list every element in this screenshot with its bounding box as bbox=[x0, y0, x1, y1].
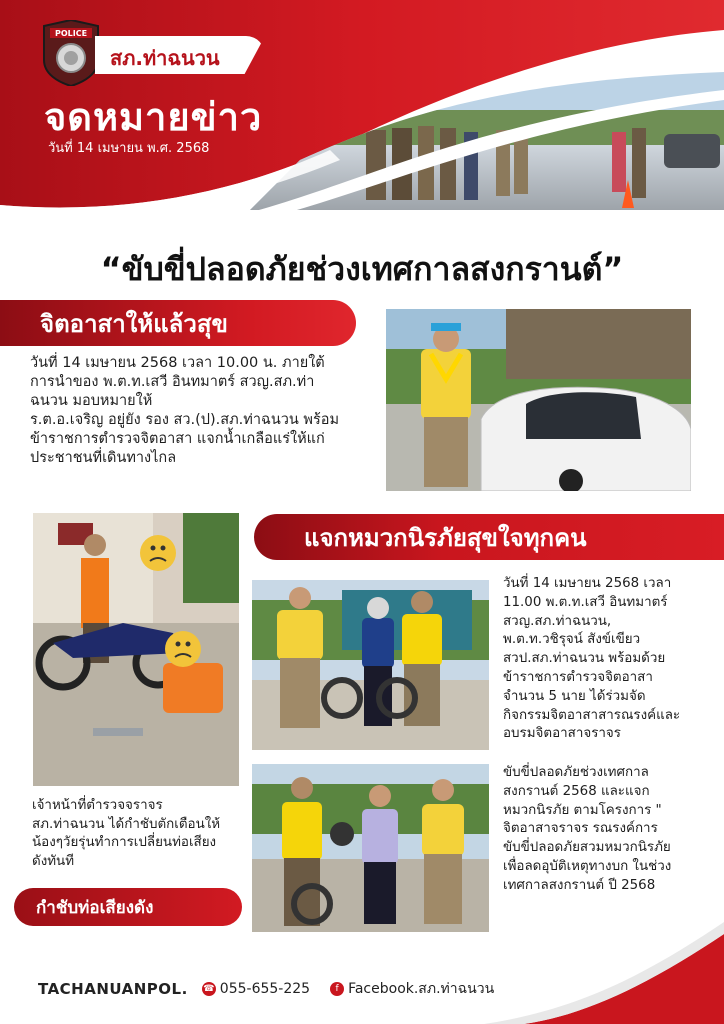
section3-caption: เจ้าหน้าที่ตำรวจจราจร สภ.ท่าฉนวน ได้กำชับตักเตือนให้ น้องๆวัยรุ่นทำการเปลี่ยนท่อเสียง ดังทันที bbox=[32, 798, 221, 869]
facebook-icon: f bbox=[330, 982, 344, 996]
section1-heading-text: จิตอาสาให้แล้วสุข bbox=[40, 309, 228, 338]
header-banner bbox=[0, 0, 724, 230]
station-name: สภ.ท่าฉนวน bbox=[110, 46, 220, 70]
footer bbox=[38, 978, 504, 1000]
badge-text: POLICE bbox=[54, 29, 88, 38]
footer-facebook-page: Facebook.สภ.ท่าฉนวน bbox=[348, 981, 495, 997]
section2-body-continued: ขับขี่ปลอดภัยช่วงเทศกาล สงกรานต์ 2568 และแจก หมวกนิรภัย ตามโครงการ " จิตอาสาจราจร รณรงค์การ ขับขี่ปลอดภัยสวมหมวกนิรภัย เพื่อลดอุบัติเหตุทางบก ในช่วง เทศกาลสงกรานต์ ปี 2568 bbox=[503, 765, 672, 893]
photo-officer-handing-drink bbox=[386, 309, 691, 491]
bulletin-date: วันที่ 14 เมษายน พ.ศ. 2568 bbox=[48, 141, 210, 156]
section2-body: วันที่ 14 เมษายน 2568 เวลา 11.00 พ.ต.ท.เสวี อินทมาตร์ สวญ.สภ.ท่าฉนวน, พ.ต.ท.วชิรุจน์ สังข์เขียว สวป.สภ.ท่าฉนวน พร้อมด้วย ข้าราชการตำรวจจิตอาสา จำนวน 5 นาย ได้ร่วมจัด กิจกรรมจิตอาสาสารณรงค์และ อบรมจิตอาสาจราจร bbox=[503, 576, 681, 742]
section3-heading-text: กำชับท่อเสียงดัง bbox=[36, 897, 154, 918]
section2-heading-text: แจกหมวกนิรภัยสุขใจทุกคน bbox=[304, 523, 587, 552]
footer-corner-decoration bbox=[484, 914, 724, 1024]
section3-heading bbox=[14, 888, 242, 926]
photo-motorcycle-inspection bbox=[33, 513, 239, 786]
footer-brand: TACHANUANPOL. bbox=[38, 980, 188, 998]
footer-phone[interactable] bbox=[202, 981, 310, 997]
footer-phone-number: 055-655-225 bbox=[219, 981, 311, 997]
section2-heading bbox=[254, 514, 724, 560]
main-heading: “ขับขี่ปลอดภัยช่วงเทศกาลสงกรานต์” bbox=[100, 250, 624, 288]
police-badge-logo bbox=[40, 20, 102, 86]
section1-heading bbox=[0, 300, 356, 346]
footer-facebook[interactable] bbox=[330, 978, 494, 1000]
bulletin-title: จดหมายข่าว bbox=[44, 95, 263, 139]
photo-helmet-handover-group bbox=[252, 580, 489, 750]
section1-body: วันที่ 14 เมษายน 2568 เวลา 10.00 น. ภายใต้ การนำของ พ.ต.ท.เสวี อินทมาตร์ สวญ.สภ.ท่า ฉนวน มอบหมายให้ ร.ต.อ.เจริญ อยู่ยัง รอง สว.(ป).สภ.ท่าฉนวน พร้อม ข้าราชการตำรวจจิตอาสา แจกน้ำเกลือแร่ให้แก่ ประชาชนที่เดินทางไกล bbox=[30, 355, 340, 466]
phone-icon: ☎ bbox=[203, 984, 215, 994]
photo-helmet-presentation bbox=[252, 764, 489, 932]
